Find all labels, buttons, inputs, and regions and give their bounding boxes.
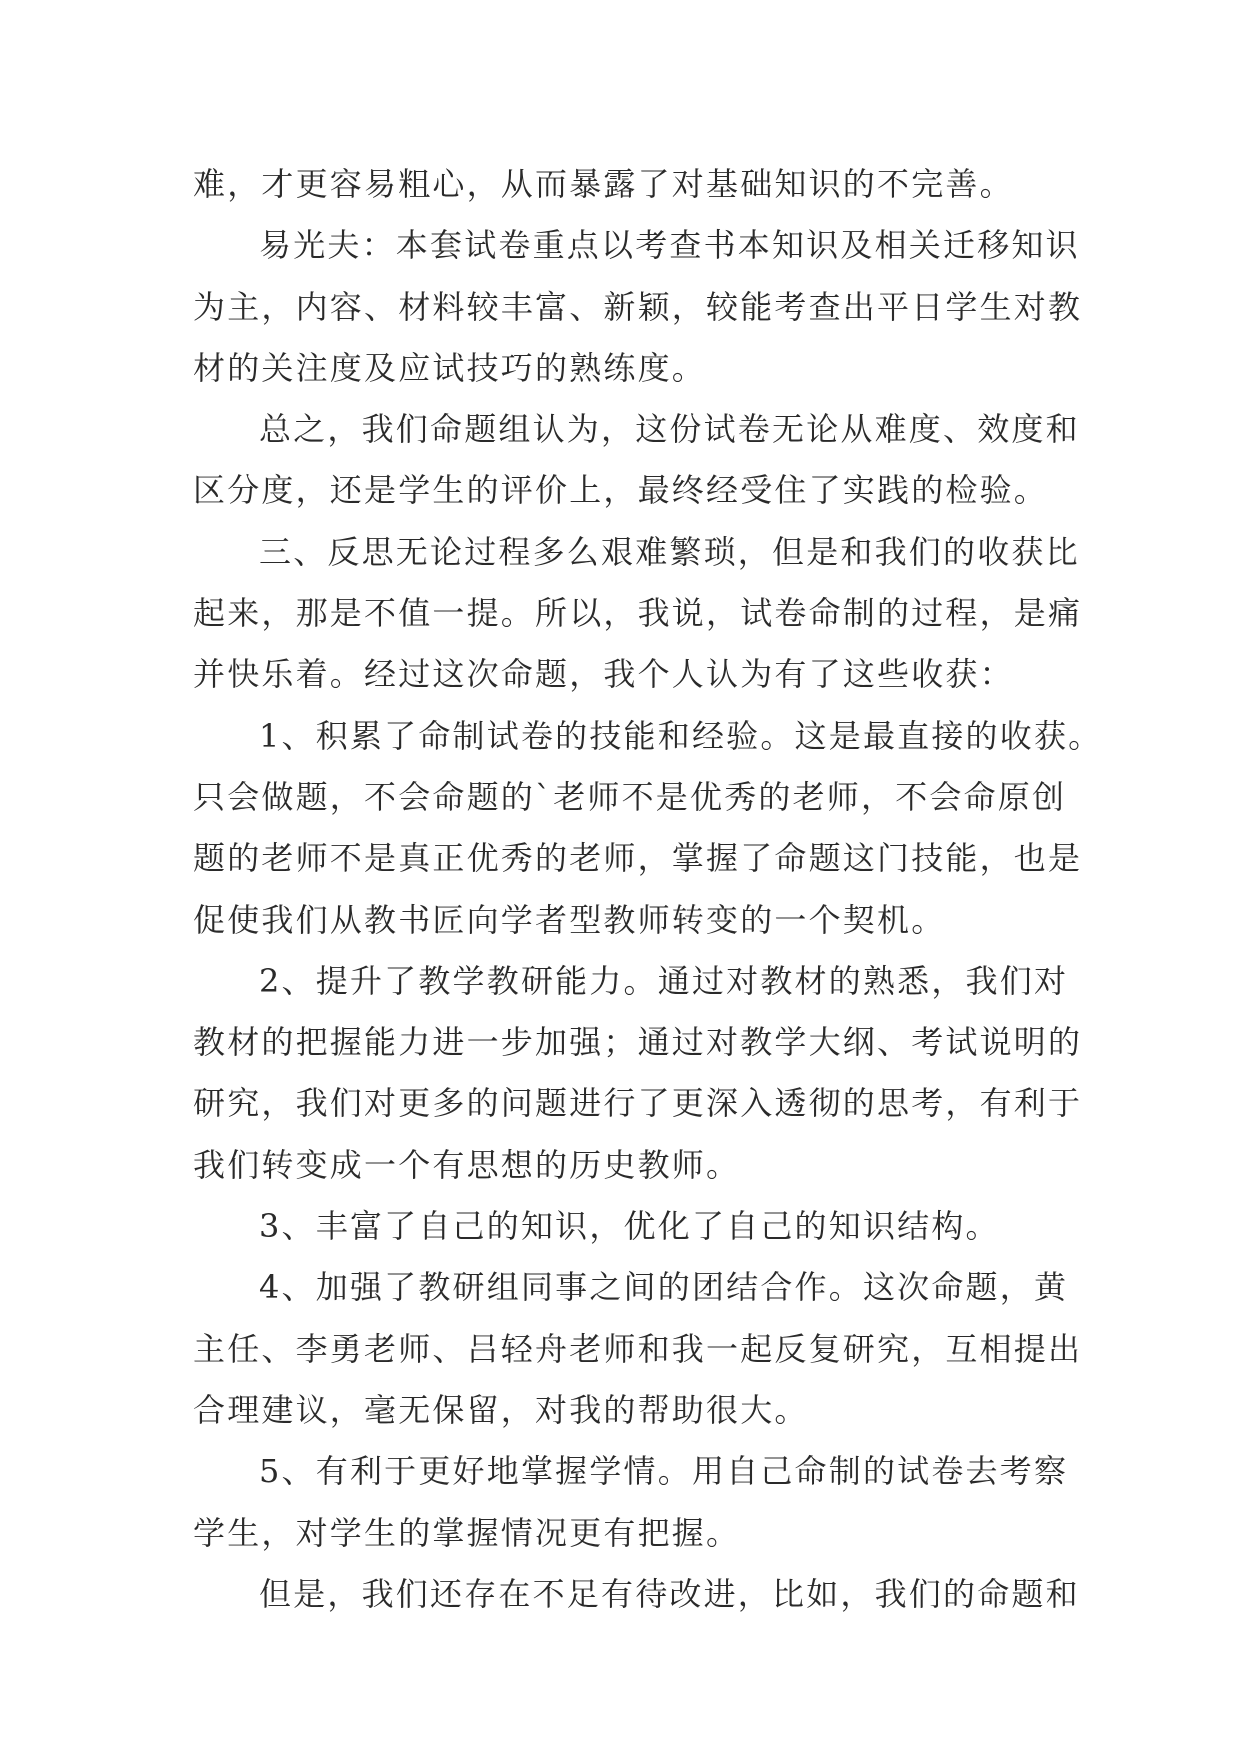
text-line: 易光夫：本套试卷重点以考查书本知识及相关迁移知识 <box>259 226 1080 265</box>
text-line: 3、丰富了自己的知识，优化了自己的知识结构。 <box>259 1207 1000 1246</box>
text-line: 学生，对学生的掌握情况更有把握。 <box>193 1513 741 1552</box>
text-line: 主任、李勇老师、吕轻舟老师和我一起反复研究，互相提出 <box>193 1329 1083 1368</box>
text-line: 起来，那是不值一提。所以，我说，试卷命制的过程，是痛 <box>193 594 1083 633</box>
text-line: 只会做题，不会命题的`老师不是优秀的老师，不会命原创 <box>193 777 1067 816</box>
text-line: 题的老师不是真正优秀的老师，掌握了命题这门技能，也是 <box>193 839 1083 878</box>
text-line: 促使我们从教书匠向学者型教师转变的一个契机。 <box>193 900 946 939</box>
text-line: 区分度，还是学生的评价上，最终经受住了实践的检验。 <box>193 471 1049 510</box>
text-line: 材的关注度及应试技巧的熟练度。 <box>193 348 707 387</box>
text-line: 为主，内容、材料较丰富、新颖，较能考查出平日学生对教 <box>193 287 1083 326</box>
text-line: 1、积累了命制试卷的技能和经验。这是最直接的收获。 <box>259 716 1103 755</box>
text-line: 教材的把握能力进一步加强；通过对教学大纲、考试说明的 <box>193 1023 1083 1062</box>
text-line: 总之，我们命题组认为，这份试卷无论从难度、效度和 <box>259 410 1080 449</box>
text-line: 2、提升了教学教研能力。通过对教材的熟悉，我们对 <box>259 961 1069 1000</box>
document-body <box>193 154 1103 1625</box>
text-line: 三、反思无论过程多么艰难繁琐，但是和我们的收获比 <box>259 532 1080 571</box>
text-line: 但是，我们还存在不足有待改进，比如，我们的命题和 <box>259 1574 1080 1613</box>
text-line: 合理建议，毫无保留，对我的帮助很大。 <box>193 1390 809 1429</box>
text-line: 并快乐着。经过这次命题，我个人认为有了这些收获： <box>193 655 1014 694</box>
text-line: 研究，我们对更多的问题进行了更深入透彻的思考，有利于 <box>193 1084 1083 1123</box>
text-line: 我们转变成一个有思想的历史教师。 <box>193 1145 741 1184</box>
text-line: 4、加强了教研组同事之间的团结合作。这次命题，黄 <box>259 1268 1069 1307</box>
text-line: 5、有利于更好地掌握学情。用自己命制的试卷去考察 <box>259 1452 1069 1491</box>
text-line: 难，才更容易粗心，从而暴露了对基础知识的不完善。 <box>193 165 1014 203</box>
